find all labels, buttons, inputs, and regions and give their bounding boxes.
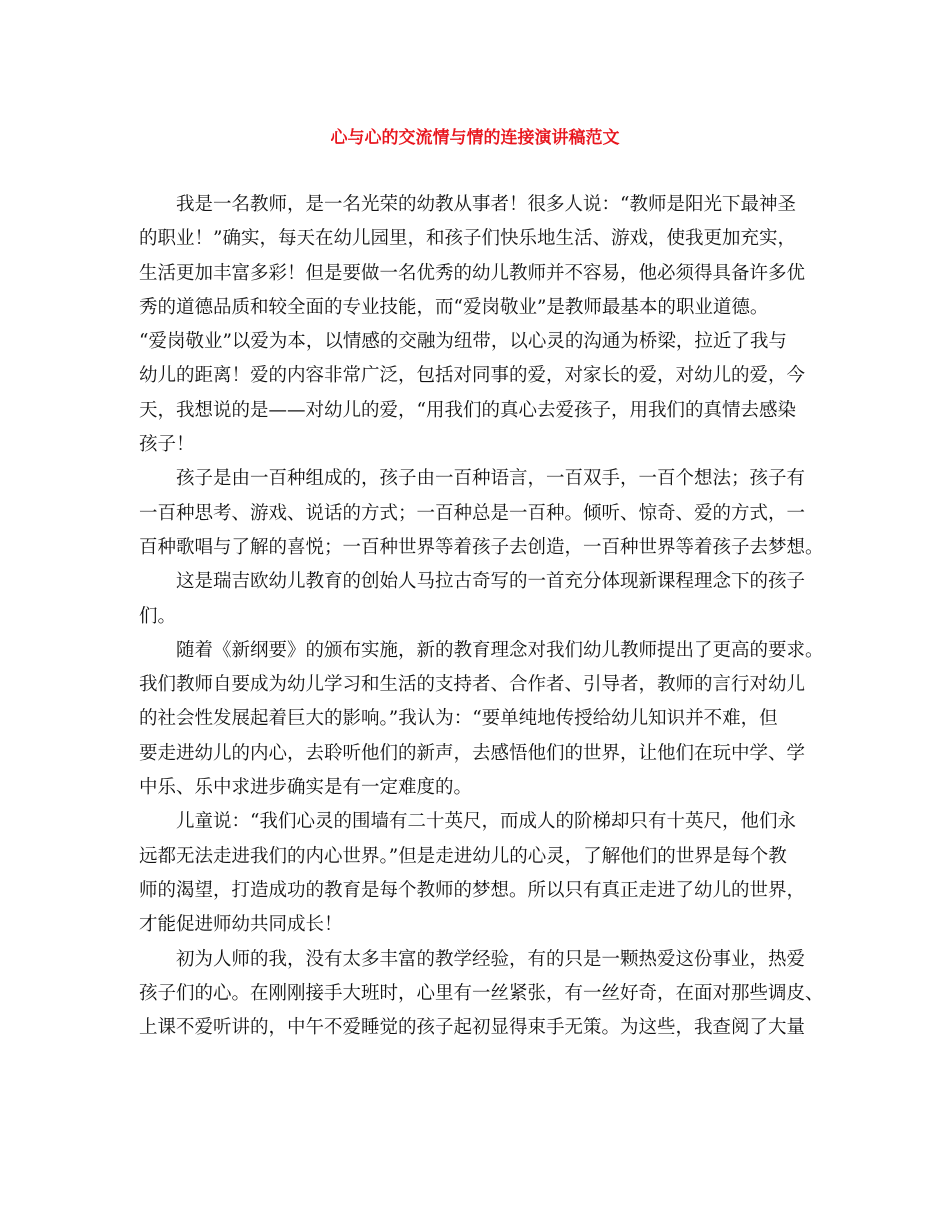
- text-line: 孩子们的心。在刚刚接手大班时，心里有一丝紧张，有一丝好奇，在面对那些调皮、: [139, 982, 824, 1004]
- text-line: 生活更加丰富多彩！但是要做一名优秀的幼儿教师并不容易，他必须得具备许多优: [139, 262, 806, 284]
- paragraph-2: [139, 462, 824, 565]
- paragraph-4: [139, 634, 824, 805]
- text-line: 天，我想说的是——对幼儿的爱，“用我们的真心去爱孩子，用我们的真情去感染: [139, 399, 796, 421]
- text-line: 我是一名教师，是一名光荣的幼教从事者！很多人说：“教师是阳光下最神圣: [176, 194, 796, 215]
- text-line: 一百种思考、游戏、说话的方式；一百种总是一百种。倾听、惊奇、爱的方式，一: [139, 502, 806, 524]
- text-line: 们。: [139, 605, 177, 627]
- text-line: 才能促进师幼共同成长！: [139, 914, 343, 936]
- document-title: 心与心的交流情与情的连接演讲稿范文: [330, 128, 620, 148]
- text-line: 孩子是由一百种组成的，孩子由一百种语言，一百双手，一百个想法；孩子有: [176, 468, 806, 490]
- text-line: 初为人师的我，没有太多丰富的教学经验，有的只是一颗热爱这份事业，热爱: [176, 948, 806, 970]
- text-line: 上课不爱听讲的，中午不爱睡觉的孩子起初显得束手无策。为这些，我查阅了大量: [139, 1017, 806, 1039]
- paragraph-6: [139, 943, 824, 1046]
- text-line: “爱岗敬业”以爱为本，以情感的交融为纽带，以心灵的沟通为桥梁，拉近了我与: [139, 331, 787, 353]
- paragraph-3: [139, 565, 819, 634]
- text-line: 随着《新纲要》的颁布实施，新的教育理念对我们幼儿教师提出了更高的要求。: [176, 639, 824, 661]
- text-line: 百种歌唱与了解的喜悦；一百种世界等着孩子去创造，一百种世界等着孩子去梦想。: [139, 536, 824, 558]
- text-line: 儿童说：“我们心灵的围墙有二十英尺，而成人的阶梯却只有十英尺，他们永: [176, 811, 796, 833]
- text-line: 这是瑞吉欧幼儿教育的创始人马拉古奇写的一首充分体现新课程理念下的孩子: [176, 571, 806, 593]
- text-line: 的职业！”确实，每天在幼儿园里，和孩子们快乐地生活、游戏，使我更加充实，: [139, 228, 796, 250]
- text-line: 孩子！: [139, 434, 195, 456]
- paragraph-1: [139, 188, 819, 462]
- text-line: 师的渴望，打造成功的教育是每个教师的梦想。所以只有真正走进了幼儿的世界，: [139, 879, 806, 901]
- paragraph-5: [139, 805, 819, 942]
- text-line: 的社会性发展起着巨大的影响。”我认为：“要单纯地传授给幼儿知识并不难，但: [139, 708, 778, 730]
- text-line: 幼儿的距离！爱的内容非常广泛，包括对同事的爱，对家长的爱，对幼儿的爱，今: [139, 365, 806, 387]
- text-line: 远都无法走进我们的内心世界。”但是走进幼儿的心灵，了解他们的世界是每个教: [139, 845, 787, 867]
- text-line: 中乐、乐中求进步确实是有一定难度的。: [139, 777, 473, 799]
- text-line: 我们教师自要成为幼儿学习和生活的支持者、合作者、引导者，教师的言行对幼儿: [139, 674, 806, 696]
- text-line: 秀的道德品质和较全面的专业技能，而“爱岗敬业”是教师最基本的职业道德。: [139, 296, 769, 318]
- text-line: 要走进幼儿的内心，去聆听他们的新声，去感悟他们的世界，让他们在玩中学、学: [139, 742, 806, 764]
- document-body: [139, 188, 824, 1045]
